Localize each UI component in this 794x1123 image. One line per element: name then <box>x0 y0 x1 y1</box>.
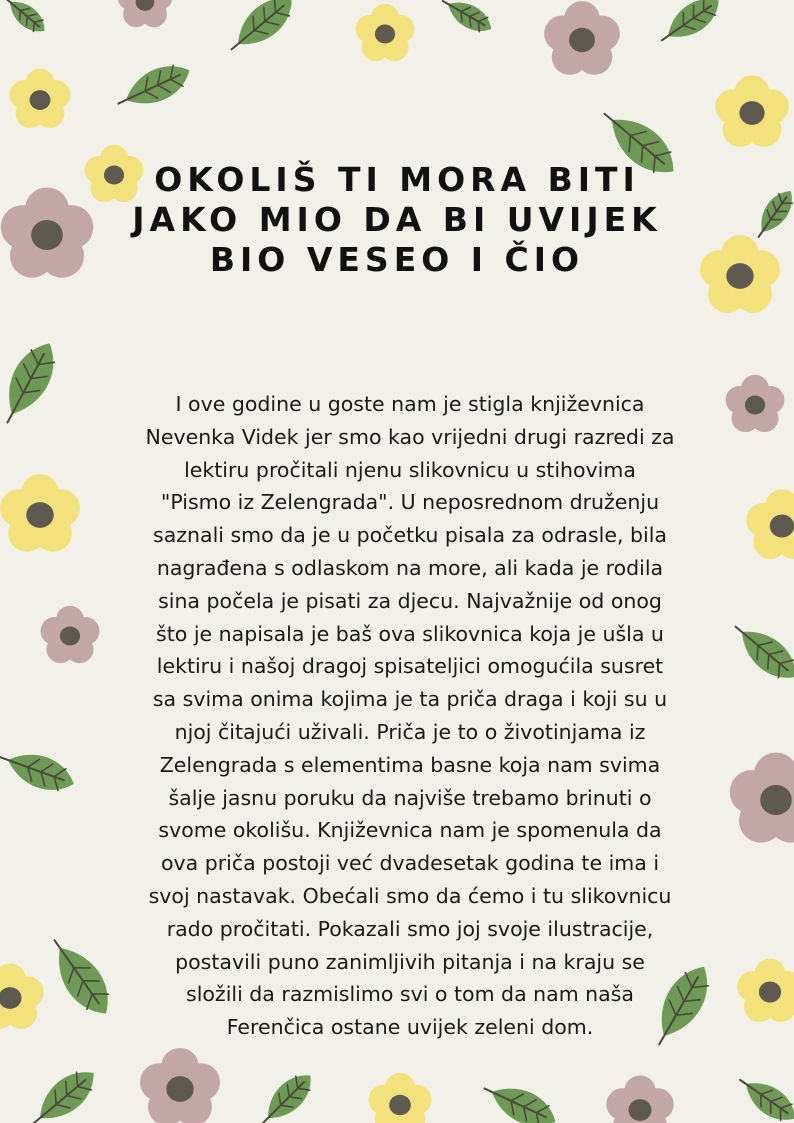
body-line: složili da razmislimo svi o tom da nam naša <box>186 982 634 1007</box>
title-line: JAKO MIO DA BI UVIJEK <box>132 200 662 239</box>
body-line: Nevenka Videk jer smo kao vrijedni drugi razredi za <box>145 424 675 449</box>
leaf-icon <box>654 0 727 52</box>
yellow-flower-icon <box>700 235 780 313</box>
body-line: Ferenčica ostane uvijek zeleni dom. <box>226 1015 594 1040</box>
body-line: šalje jasnu poruku da najviše trebamo brinuti o <box>168 785 652 810</box>
body-line: I ove godine u goste nam je stigla književnica <box>175 392 645 416</box>
leaf-icon <box>112 56 196 118</box>
body-line: "Pismo iz Zelengrada". U neposrednom druženju <box>160 490 660 515</box>
title-line: BIO VESEO I ČIO <box>209 240 585 279</box>
yellow-flower-icon <box>356 4 415 61</box>
body-line: lektiru pročitali njenu slikovnicu u stihovima <box>184 457 636 482</box>
yellow-flower-icon <box>715 75 789 147</box>
leaf-icon <box>478 1074 562 1123</box>
yellow-flower-icon <box>0 474 80 552</box>
body-line: svoj nastavak. Obećali smo da ćemo i tu slikovnicu <box>148 883 672 908</box>
body-line: njoj čitajući uživali. Priča je to o životinjama iz <box>174 719 646 744</box>
pink-flower-icon <box>140 1048 220 1123</box>
body-line: ova priča postoji već dvadesetak godina te ima i <box>160 851 660 876</box>
leaf-icon <box>749 185 794 244</box>
pink-flower-icon <box>1 187 94 277</box>
body-line: lektiru i našoj dragoj spisateljici omogućila susret <box>156 654 664 679</box>
pink-flower-icon <box>544 1 620 75</box>
yellow-flower-icon <box>10 69 71 128</box>
pink-flower-icon <box>730 752 794 842</box>
leaf-icon <box>221 0 301 61</box>
body-line: sina počela je pisati za djecu. Najvažnije od onog <box>158 588 662 613</box>
pink-flower-icon <box>118 0 173 27</box>
body-line: što je napisala je baš ova slikovnica koja je ušla u <box>156 621 664 646</box>
leaf-icon <box>23 1061 103 1123</box>
pink-flower-icon <box>41 606 100 663</box>
yellow-flower-icon <box>368 1073 431 1123</box>
leaf-icon <box>725 615 794 690</box>
article-body <box>100 388 720 1044</box>
pink-flower-icon <box>606 1075 673 1123</box>
leaf-icon <box>0 0 51 39</box>
pink-flower-icon <box>726 375 785 432</box>
body-line: postavili puno zanimljivih pitanja i na kraju se <box>175 949 645 974</box>
body-line: svome okolišu. Književnica nam je spomenula da <box>158 818 662 843</box>
leaf-icon <box>0 742 79 798</box>
title-line: OKOLIŠ TI MORA BITI <box>154 160 640 199</box>
yellow-flower-icon <box>0 963 44 1029</box>
yellow-flower-icon <box>746 489 794 559</box>
yellow-flower-icon <box>737 959 794 1023</box>
leaf-icon <box>253 1066 320 1123</box>
leaf-icon <box>0 335 65 431</box>
body-line: rado pročitati. Pokazali smo joj svoje ilustracije, <box>166 916 654 941</box>
page-title <box>97 160 697 280</box>
leaf-icon <box>732 1069 794 1123</box>
body-line: saznali smo da je u početku pisala za odrasle, bila <box>153 523 667 548</box>
body-line: sa svima onima kojima je ta priča draga i koji su u <box>152 687 668 712</box>
body-line: Zelengrada s elementima basne koja nam svima <box>159 752 661 777</box>
body-line: nagrađena s odlaskom na more, ali kada je rodila <box>156 555 664 580</box>
leaf-icon <box>437 0 497 39</box>
